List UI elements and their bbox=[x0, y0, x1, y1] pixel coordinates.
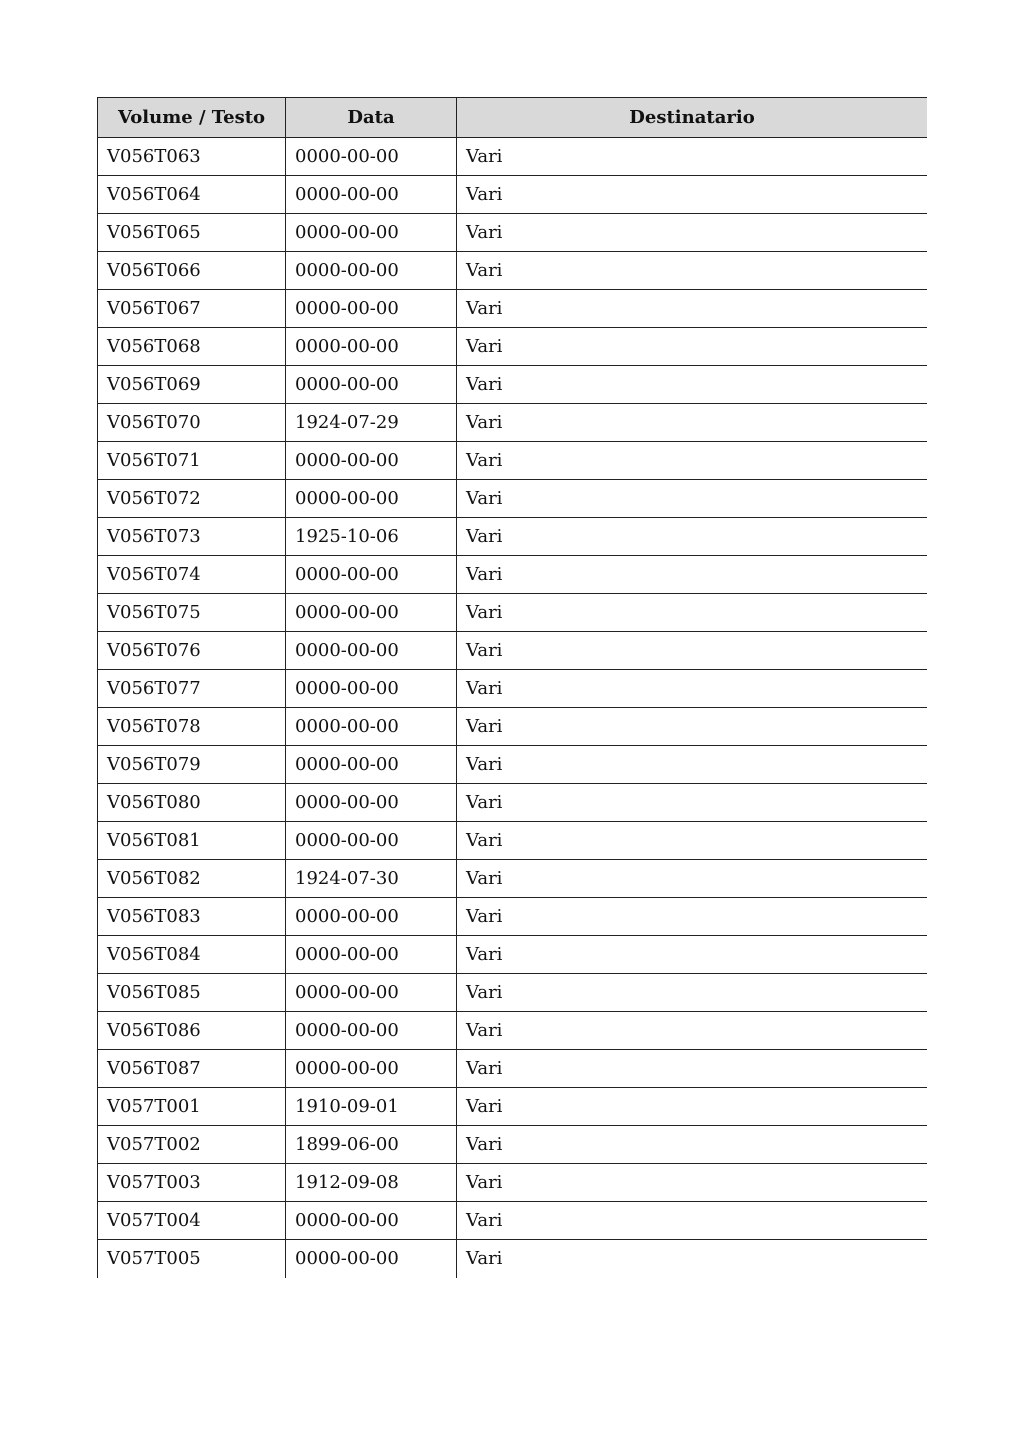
table-row bbox=[98, 1164, 928, 1202]
cell-volume-testo: V057T001 bbox=[98, 1088, 286, 1126]
cell-volume-testo: V056T075 bbox=[98, 594, 286, 632]
cell-data: 1924-07-30 bbox=[286, 860, 457, 898]
cell-data: 0000-00-00 bbox=[286, 252, 457, 290]
table-row bbox=[98, 898, 928, 936]
cell-data: 0000-00-00 bbox=[286, 290, 457, 328]
cell-volume-testo: V056T066 bbox=[98, 252, 286, 290]
cell-data: 0000-00-00 bbox=[286, 784, 457, 822]
cell-data: 0000-00-00 bbox=[286, 176, 457, 214]
table-row bbox=[98, 860, 928, 898]
cell-data: 1910-09-01 bbox=[286, 1088, 457, 1126]
cell-data: 0000-00-00 bbox=[286, 328, 457, 366]
cell-destinatario: Vari bbox=[457, 1012, 928, 1050]
table-row bbox=[98, 1126, 928, 1164]
cell-destinatario: Vari bbox=[457, 974, 928, 1012]
cell-volume-testo: V056T067 bbox=[98, 290, 286, 328]
cell-data: 0000-00-00 bbox=[286, 936, 457, 974]
cell-volume-testo: V056T083 bbox=[98, 898, 286, 936]
cell-volume-testo: V056T087 bbox=[98, 1050, 286, 1088]
cell-destinatario: Vari bbox=[457, 176, 928, 214]
table-row bbox=[98, 632, 928, 670]
cell-destinatario: Vari bbox=[457, 1240, 928, 1278]
table-header-row bbox=[98, 98, 928, 138]
table-row bbox=[98, 404, 928, 442]
cell-destinatario: Vari bbox=[457, 480, 928, 518]
cell-destinatario: Vari bbox=[457, 556, 928, 594]
table-row bbox=[98, 936, 928, 974]
cell-volume-testo: V056T071 bbox=[98, 442, 286, 480]
table-row bbox=[98, 290, 928, 328]
cell-data: 0000-00-00 bbox=[286, 898, 457, 936]
cell-data: 0000-00-00 bbox=[286, 556, 457, 594]
cell-volume-testo: V056T064 bbox=[98, 176, 286, 214]
table-row bbox=[98, 366, 928, 404]
cell-data: 1924-07-29 bbox=[286, 404, 457, 442]
cell-destinatario: Vari bbox=[457, 1088, 928, 1126]
cell-destinatario: Vari bbox=[457, 328, 928, 366]
table-container bbox=[97, 97, 927, 1312]
cell-destinatario: Vari bbox=[457, 518, 928, 556]
cell-volume-testo: V056T068 bbox=[98, 328, 286, 366]
cell-destinatario: Vari bbox=[457, 746, 928, 784]
table-row bbox=[98, 328, 928, 366]
cell-destinatario: Vari bbox=[457, 822, 928, 860]
cell-volume-testo: V056T085 bbox=[98, 974, 286, 1012]
cell-data: 1899-06-00 bbox=[286, 1126, 457, 1164]
table-row bbox=[98, 784, 928, 822]
cell-volume-testo: V057T002 bbox=[98, 1126, 286, 1164]
table-row bbox=[98, 1050, 928, 1088]
cell-data: 0000-00-00 bbox=[286, 1012, 457, 1050]
cell-destinatario: Vari bbox=[457, 138, 928, 176]
cell-volume-testo: V057T005 bbox=[98, 1240, 286, 1278]
table-row bbox=[98, 518, 928, 556]
table-row bbox=[98, 822, 928, 860]
cell-destinatario: Vari bbox=[457, 1164, 928, 1202]
cell-volume-testo: V056T077 bbox=[98, 670, 286, 708]
cell-destinatario: Vari bbox=[457, 366, 928, 404]
cell-volume-testo: V057T004 bbox=[98, 1202, 286, 1240]
cell-volume-testo: V056T079 bbox=[98, 746, 286, 784]
table-row bbox=[98, 1240, 928, 1278]
cell-data: 0000-00-00 bbox=[286, 822, 457, 860]
letters-table bbox=[97, 97, 927, 1278]
table-row bbox=[98, 708, 928, 746]
table-row bbox=[98, 442, 928, 480]
header-data: Data bbox=[286, 98, 457, 138]
cell-destinatario: Vari bbox=[457, 1050, 928, 1088]
cell-volume-testo: V057T003 bbox=[98, 1164, 286, 1202]
cell-data: 0000-00-00 bbox=[286, 1202, 457, 1240]
cell-destinatario: Vari bbox=[457, 214, 928, 252]
header-volume-testo: Volume / Testo bbox=[98, 98, 286, 138]
cell-destinatario: Vari bbox=[457, 442, 928, 480]
cell-volume-testo: V056T080 bbox=[98, 784, 286, 822]
table-row bbox=[98, 252, 928, 290]
cell-destinatario: Vari bbox=[457, 936, 928, 974]
cell-volume-testo: V056T072 bbox=[98, 480, 286, 518]
table-row bbox=[98, 138, 928, 176]
cell-volume-testo: V056T081 bbox=[98, 822, 286, 860]
cell-data: 0000-00-00 bbox=[286, 480, 457, 518]
table-row bbox=[98, 1012, 928, 1050]
cell-destinatario: Vari bbox=[457, 898, 928, 936]
cell-data: 0000-00-00 bbox=[286, 366, 457, 404]
cell-volume-testo: V056T073 bbox=[98, 518, 286, 556]
table-row bbox=[98, 974, 928, 1012]
cell-data: 0000-00-00 bbox=[286, 442, 457, 480]
cell-destinatario: Vari bbox=[457, 632, 928, 670]
cell-data: 0000-00-00 bbox=[286, 138, 457, 176]
cell-destinatario: Vari bbox=[457, 708, 928, 746]
cell-destinatario: Vari bbox=[457, 1202, 928, 1240]
cell-volume-testo: V056T078 bbox=[98, 708, 286, 746]
cell-volume-testo: V056T065 bbox=[98, 214, 286, 252]
table-row bbox=[98, 480, 928, 518]
cell-destinatario: Vari bbox=[457, 290, 928, 328]
header-destinatario: Destinatario bbox=[457, 98, 928, 138]
table-row bbox=[98, 670, 928, 708]
cell-destinatario: Vari bbox=[457, 252, 928, 290]
table-row bbox=[98, 176, 928, 214]
cell-data: 1925-10-06 bbox=[286, 518, 457, 556]
cell-destinatario: Vari bbox=[457, 784, 928, 822]
table-row bbox=[98, 214, 928, 252]
cell-destinatario: Vari bbox=[457, 1126, 928, 1164]
cell-data: 0000-00-00 bbox=[286, 974, 457, 1012]
cell-data: 1912-09-08 bbox=[286, 1164, 457, 1202]
cell-destinatario: Vari bbox=[457, 594, 928, 632]
table-row bbox=[98, 1088, 928, 1126]
cell-volume-testo: V056T086 bbox=[98, 1012, 286, 1050]
cell-volume-testo: V056T074 bbox=[98, 556, 286, 594]
cell-data: 0000-00-00 bbox=[286, 1050, 457, 1088]
table-row bbox=[98, 746, 928, 784]
table-row bbox=[98, 1202, 928, 1240]
cell-volume-testo: V056T063 bbox=[98, 138, 286, 176]
cell-volume-testo: V056T076 bbox=[98, 632, 286, 670]
table-row bbox=[98, 594, 928, 632]
cell-data: 0000-00-00 bbox=[286, 632, 457, 670]
cell-data: 0000-00-00 bbox=[286, 746, 457, 784]
cell-destinatario: Vari bbox=[457, 860, 928, 898]
cell-destinatario: Vari bbox=[457, 404, 928, 442]
cell-destinatario: Vari bbox=[457, 670, 928, 708]
cell-data: 0000-00-00 bbox=[286, 1240, 457, 1278]
table-row bbox=[98, 556, 928, 594]
cell-volume-testo: V056T069 bbox=[98, 366, 286, 404]
cell-volume-testo: V056T070 bbox=[98, 404, 286, 442]
cell-volume-testo: V056T084 bbox=[98, 936, 286, 974]
table-body bbox=[98, 138, 928, 1278]
cell-data: 0000-00-00 bbox=[286, 670, 457, 708]
cell-data: 0000-00-00 bbox=[286, 708, 457, 746]
cell-volume-testo: V056T082 bbox=[98, 860, 286, 898]
cell-data: 0000-00-00 bbox=[286, 214, 457, 252]
cell-data: 0000-00-00 bbox=[286, 594, 457, 632]
